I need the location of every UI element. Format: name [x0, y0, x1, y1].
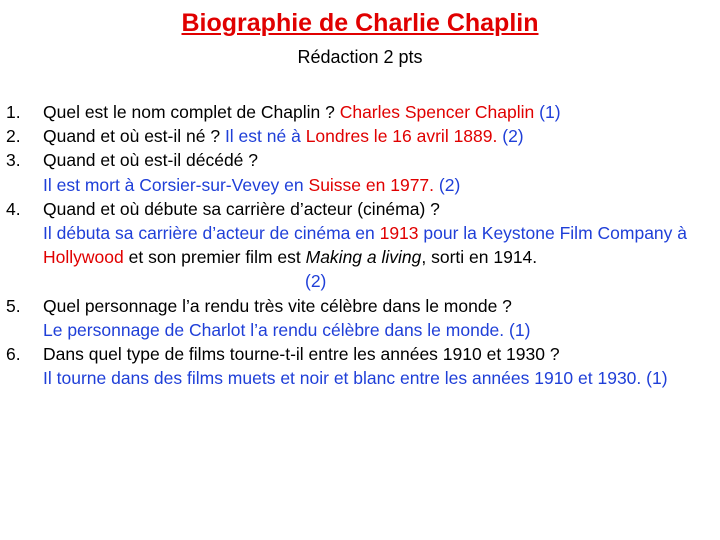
answer-points: (2) — [438, 174, 461, 195]
film-title: Making a living — [305, 247, 422, 268]
question-text: Quand et où est-il né ? — [43, 126, 221, 147]
answer-text: et son premier film est — [128, 247, 301, 268]
answer-highlight: Londres le 16 avril — [305, 126, 449, 147]
answer-points: (1) — [509, 319, 531, 340]
question-text: Quel est le nom complet de Chaplin ? — [43, 102, 335, 122]
answer-text: , sorti en 1914. — [421, 247, 538, 268]
question-item-2 — [6, 124, 710, 148]
answer-points: (1) — [646, 368, 668, 389]
answer-text: Charles Spencer Chaplin — [339, 102, 535, 122]
answer-block — [43, 366, 710, 390]
answer-text: Il débuta sa carrière d’acteur de cinéma en — [43, 223, 375, 244]
question-item-5 — [6, 294, 710, 342]
question-number: 6. — [6, 344, 21, 365]
question-number: 3. — [6, 150, 21, 171]
question-number: 4. — [6, 198, 21, 219]
answer-highlight: 1889. — [453, 126, 498, 147]
question-item-1 — [6, 100, 710, 124]
answer-points: (2) — [502, 126, 524, 147]
answer-text: pour la Keystone Film Company à — [423, 223, 687, 244]
question-number: 5. — [6, 295, 21, 316]
document-title: Biographie de Charlie Chaplin — [181, 9, 539, 37]
answer-highlight: 1913 — [379, 223, 419, 244]
answer-points: (1) — [539, 102, 561, 122]
question-text: Quand et où est-il décédé ? — [43, 150, 259, 171]
answer-text: Il tourne dans des films muets et noir et blanc entre les années 1910 et 1930. — [43, 368, 642, 389]
question-text: Quand et où débute sa carrière d’acteur (cinéma) ? — [43, 198, 440, 219]
question-number: 1. — [6, 102, 21, 122]
document-subtitle: Rédaction 2 pts — [297, 47, 423, 67]
answer-highlight: Suisse en 1977. — [308, 174, 435, 195]
question-text: Dans quel type de films tourne-t-il entre les années 1910 et 1930 ? — [43, 344, 560, 365]
answer-highlight: Hollywood — [43, 247, 124, 268]
question-text: Quel personnage l’a rendu très vite célèbre dans le monde ? — [43, 295, 512, 316]
question-item-6 — [6, 342, 710, 390]
answer-text: Il est mort à Corsier-sur-Vevey en — [43, 174, 304, 195]
question-item-4 — [6, 197, 710, 294]
question-number: 2. — [6, 126, 21, 147]
question-item-3 — [6, 148, 710, 196]
answer-text: Le personnage de Charlot l’a rendu célèbre dans le monde. — [43, 319, 505, 340]
answer-text: Il est né à — [224, 126, 301, 147]
answer-points: (2) — [305, 271, 327, 292]
question-list — [6, 100, 710, 390]
